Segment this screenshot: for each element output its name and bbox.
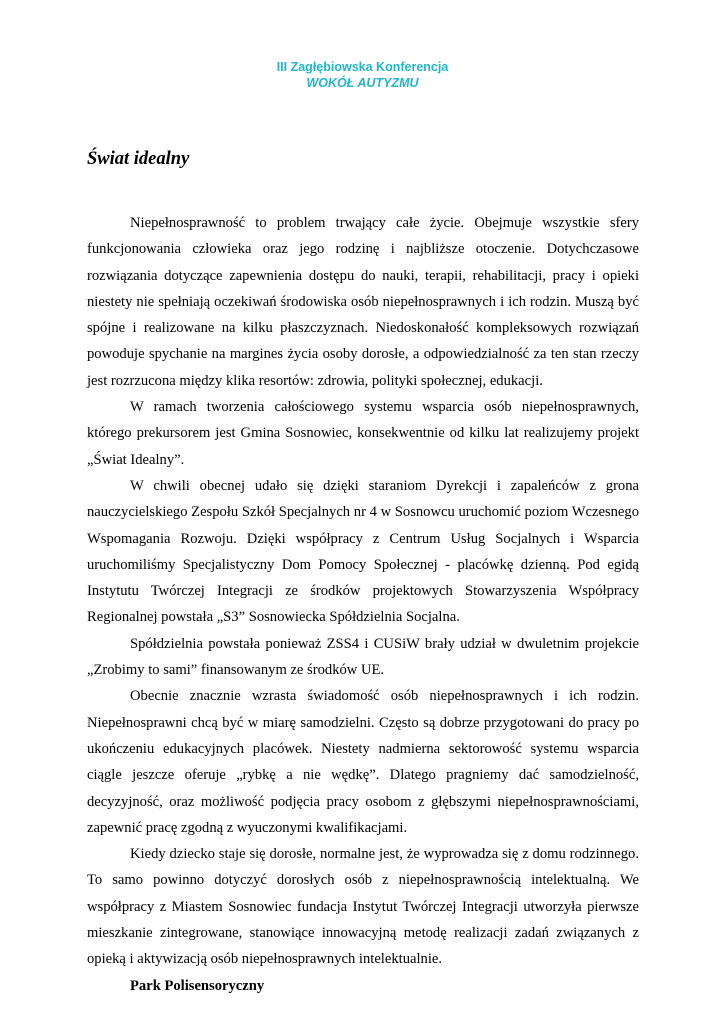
paragraph-5: Obecnie znacznie wzrasta świadomość osób niepełnosprawnych i ich rodzin. Niepełnosprawni chcą być w miarę samodzielni. Często są dobrze przygotowani do pracy po ukończeniu edukacyjnych placówek. Niestety nadmierna sektorowość systemu wsparcia ciągle jeszcze oferuje „rybkę a nie wędkę”. Dlatego pragniemy dać samodzielność, decyzyjność, oraz możliwość podjęcia pracy osobom z głębszymi niepełnosprawnościami, zapewnić pracę zgodną z wyuczonymi kwalifikacjami. xyxy=(87,688,639,836)
section-subheading: Park Polisensoryczny xyxy=(130,977,265,994)
paragraph-6: Kiedy dziecko staje się dorosłe, normalne jest, że wyprowadza się z domu rodzinnego. To samo powinno dotyczyć dorosłych osób z niepełnosprawnością intelektualną. We współpracy z Miastem Sosnowiec fundacja Instytut Twórczej Integracji utworzyła pierwsze mieszkanie zintegrowane, stanowiące innowacyjną metodę realizacji zadań związanych z opieką i aktywizacją osób niepełnosprawnych intelektualnie. xyxy=(87,846,639,968)
paragraph-3: W chwili obecnej udało się dzięki staraniom Dyrekcji i zapaleńców z grona nauczycielskiego Zespołu Szkół Specjalnych nr 4 w Sosnowcu uruchomić poziom Wczesnego Wspomagania Rozwoju. Dzięki współpracy z Centrum Usług Socjalnych i Wsparcia uruchomiliśmy Specjalistyczny Dom Pomocy Społecznej - placówkę dzienną. Pod egidą Instytutu Twórczej Integracji ze środków projektowych Stowarzyszenia Współpracy Regionalnej powstała „S3” Sosnowiecka Spółdzielnia Socjalna. xyxy=(87,477,639,626)
paragraph-4: Spółdzielnia powstała ponieważ ZSS4 i CUSiW brały udział w dwuletnim projekcie „Zrobimy to sami” finansowanym ze środków UE. xyxy=(87,635,639,679)
article-body xyxy=(87,210,639,999)
article-title: Świat idealny xyxy=(87,149,190,169)
conference-subtitle: WOKÓŁ AUTYZMU xyxy=(306,76,419,90)
conference-header xyxy=(0,59,725,91)
paragraph-1: Niepełnosprawność to problem trwający całe życie. Obejmuje wszystkie sfery funkcjonowania człowieka oraz jego rodzinę i najbliższe otoczenie. Dotychczasowe rozwiązania dotyczące zapewnienia dostępu do nauki, terapii, rehabilitacji, pracy i opieki niestety nie spełniają oczekiwań środowiska osób niepełnosprawnych i ich rodzin. Muszą być spójne i realizowane na kilku płaszczyznach. Niedoskonałość kompleksowych rozwiązań powoduje spychanie na margines życia osoby dorosłe, a odpowiedzialność za ten stan rzeczy jest rozrzucona między klika resortów: zdrowia, polityki społecznej, edukacji. xyxy=(87,215,639,389)
conference-name: III Zagłębiowska Konferencja xyxy=(276,60,449,74)
paragraph-2: W ramach tworzenia całościowego systemu wsparcia osób niepełnosprawnych, którego prekursorem jest Gmina Sosnowiec, konsekwentnie od kilku lat realizujemy projekt „Świat Idealny”. xyxy=(87,399,639,468)
